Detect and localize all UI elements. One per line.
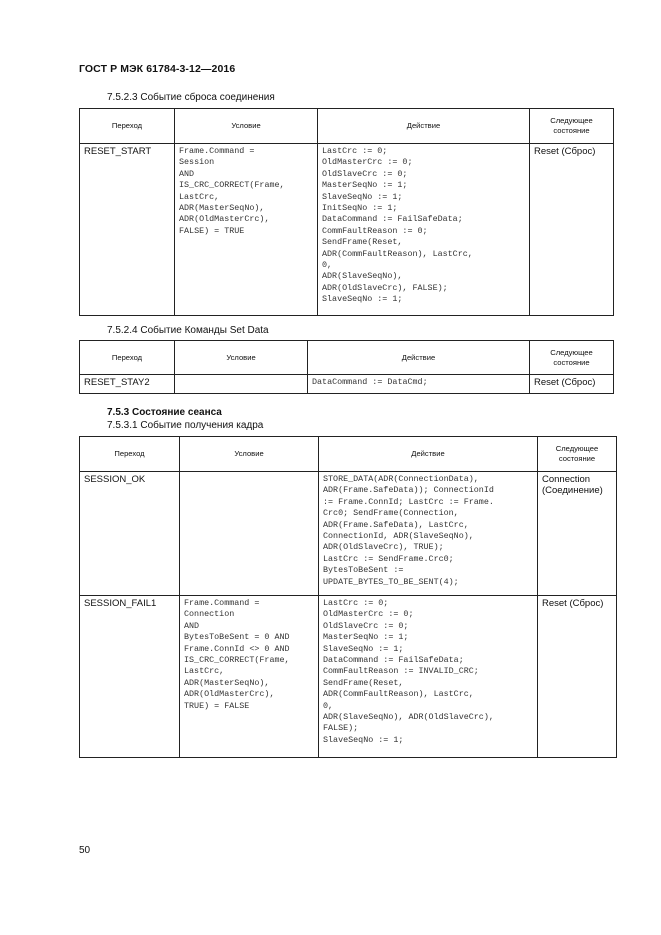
condition-cell: Frame.Command = Connection AND BytesToBeSent = 0 AND Frame.ConnId <> 0 AND IS_CRC_CORRECT(Frame, LastCrc, ADR(MasterSeqNo), ADR(OldMasterCrc), TRUE) = FALSE	[180, 596, 319, 758]
next-state-cell: Reset (Сброс)	[530, 375, 614, 394]
section-heading-7-5-3-1: 7.5.3.1 Событие получения кадра	[107, 420, 264, 431]
section-heading-7-5-3: 7.5.3 Состояние сеанса	[107, 407, 222, 418]
table-reset-connection	[79, 108, 614, 316]
document-title: ГОСТ Р МЭК 61784-3-12—2016	[79, 63, 236, 75]
header-transition: Переход	[80, 341, 175, 375]
header-next-state: Следующее состояние	[538, 437, 617, 472]
table-row	[80, 144, 614, 316]
header-condition: Условие	[180, 437, 319, 472]
next-state-cell: Reset (Сброс)	[530, 144, 614, 316]
action-cell: LastCrc := 0; OldMasterCrc := 0; OldSlaveCrc := 0; MasterSeqNo := 1; SlaveSeqNo := 1; InitSeqNo := 1; DataCommand := FailSafeData; CommFaultReason := 0; SendFrame(Reset, ADR(CommFaultReason), LastCrc, 0, ADR(SlaveSeqNo), ADR(OldSlaveCrc), FALSE); SlaveSeqNo := 1;	[318, 144, 530, 316]
condition-cell	[180, 472, 319, 596]
header-action: Действие	[319, 437, 538, 472]
transition-cell: SESSION_OK	[80, 472, 180, 596]
condition-cell: Frame.Command = Session AND IS_CRC_CORRECT(Frame, LastCrc, ADR(MasterSeqNo), ADR(OldMasterCrc), FALSE) = TRUE	[175, 144, 318, 316]
page-number: 50	[79, 845, 91, 856]
table-row	[80, 472, 617, 596]
next-state-cell: Connection (Соединение)	[538, 472, 617, 596]
header-condition: Условие	[175, 341, 308, 375]
header-condition: Условие	[175, 109, 318, 144]
table-header-row	[80, 437, 617, 472]
header-transition: Переход	[80, 109, 175, 144]
transition-cell: RESET_START	[80, 144, 175, 316]
condition-cell	[175, 375, 308, 394]
next-state-cell: Reset (Сброс)	[538, 596, 617, 758]
action-cell: STORE_DATA(ADR(ConnectionData), ADR(Frame.SafeData)); ConnectionId := Frame.ConnId; LastCrc := Frame. Crc0; SendFrame(Connection, ADR(Frame.SafeData), LastCrc, ConnectionId, ADR(SlaveSeqNo), ADR(OldSlaveCrc), TRUE); LastCrc := SendFrame.Crc0; BytesToBeSent := UPDATE_BYTES_TO_BE_SENT(4);	[319, 472, 538, 596]
table-header-row	[80, 109, 614, 144]
header-action: Действие	[308, 341, 530, 375]
transition-cell: SESSION_FAIL1	[80, 596, 180, 758]
header-next-state: Следующее состояние	[530, 109, 614, 144]
section-heading-7-5-2-3: 7.5.2.3 Событие сброса соединения	[107, 92, 275, 103]
table-session-frame	[79, 436, 617, 758]
table-header-row	[80, 341, 614, 375]
table-set-data	[79, 340, 614, 394]
transition-cell: RESET_STAY2	[80, 375, 175, 394]
header-next-state: Следующее состояние	[530, 341, 614, 375]
action-cell: LastCrc := 0; OldMasterCrc := 0; OldSlaveCrc := 0; MasterSeqNo := 1; SlaveSeqNo := 1; DataCommand := FailSafeData; CommFaultReason := INVALID_CRC; SendFrame(Reset, ADR(CommFaultReason), LastCrc, 0, ADR(SlaveSeqNo), ADR(OldSlaveCrc), FALSE); SlaveSeqNo := 1;	[319, 596, 538, 758]
table-row	[80, 596, 617, 758]
section-heading-7-5-2-4: 7.5.2.4 Событие Команды Set Data	[107, 325, 269, 336]
table-row	[80, 375, 614, 394]
header-action: Действие	[318, 109, 530, 144]
action-cell: DataCommand := DataCmd;	[308, 375, 530, 394]
header-transition: Переход	[80, 437, 180, 472]
